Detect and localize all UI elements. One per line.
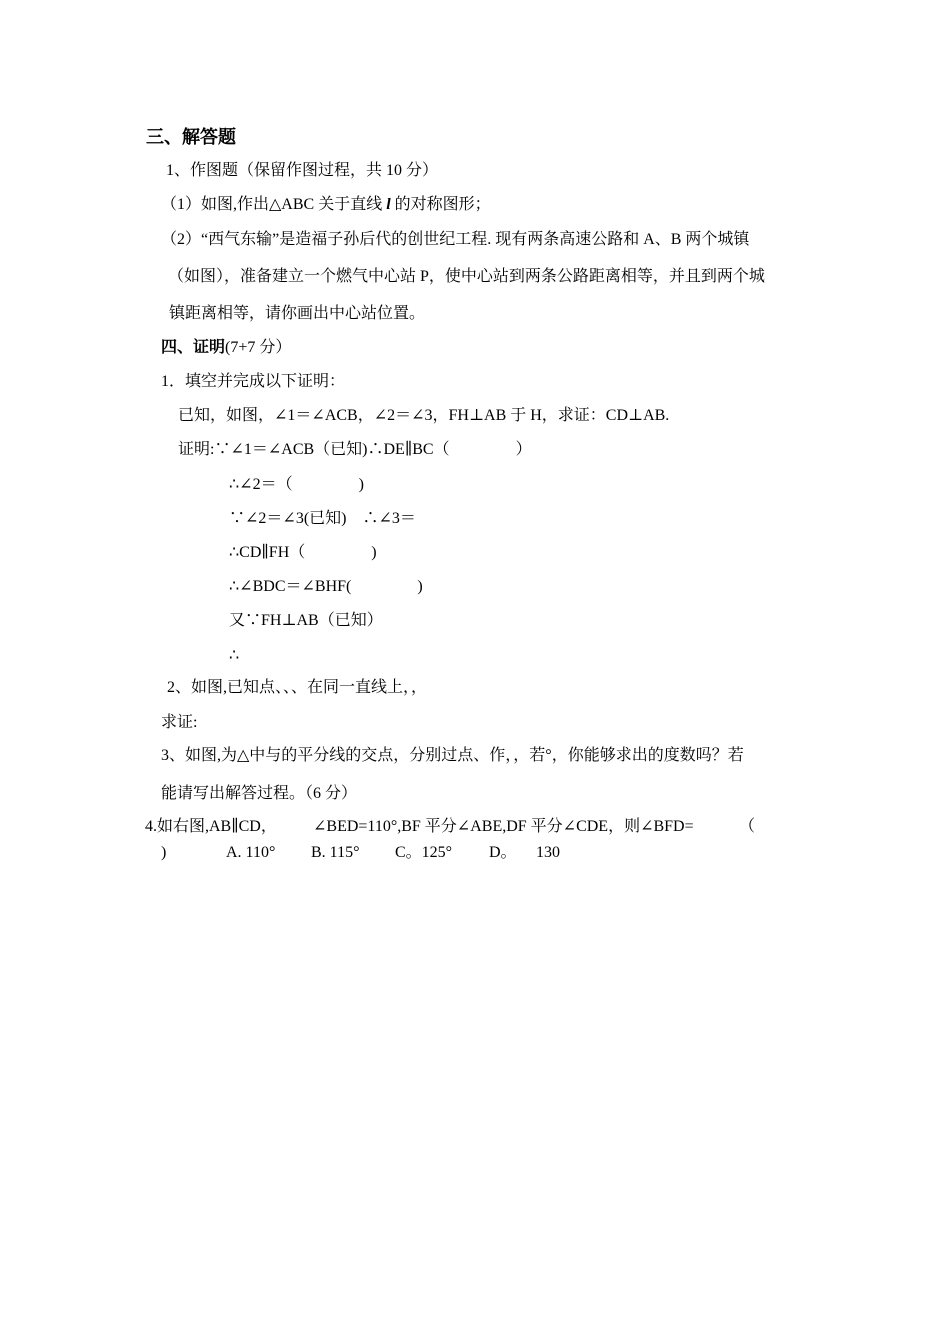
question-4-open-paren: （ [739, 818, 756, 835]
section-4-title-bold: 四、证明 [161, 339, 226, 356]
question-1-part-2-line-1: （2）“西气东输”是造福子孙后代的创世纪工程. 现有两条高速公路和 A、B 两个城镇 [161, 231, 750, 248]
variable-l: l [386, 196, 391, 213]
option-a: A. 110° [226, 844, 276, 861]
question-1-title: 1、作图题（保留作图过程，共 10 分） [166, 162, 439, 179]
proof-question-1-title: 1．填空并完成以下证明： [161, 373, 346, 390]
proof-line-2 [229, 475, 364, 495]
option-d-value: 130 [536, 844, 560, 861]
section-4-points: (7+7 分） [225, 339, 292, 356]
proof-line-4 [229, 543, 377, 563]
option-c: C。125° [395, 844, 453, 861]
question-4-close-paren: ) [161, 844, 167, 861]
question-1-part-2-line-2: （如图），准备建立一个燃气中心站 P，使中心站到两条公路距离相等，并且到两个城 [168, 268, 765, 285]
option-b: B. 115° [311, 844, 360, 861]
question-2-line-2: 求证: [161, 714, 198, 731]
proof-line-6: 又∵FH⊥AB（已知） [229, 612, 383, 629]
question-4-stem-a: 4.如右图,AB∥CD， [145, 818, 277, 835]
section-4-title [161, 338, 291, 358]
proof-line-1 [178, 440, 532, 460]
proof-line-5-text: ∴∠BDC＝∠BHF( [229, 578, 352, 595]
proof-line-1-text: 证明:∵∠1＝∠ACB（已知)∴DE∥BC（ [178, 441, 450, 458]
proof-line-5 [229, 577, 423, 597]
section-3-title: 三、解答题 [146, 127, 236, 147]
proof-given: 已知，如图，∠1＝∠ACB，∠2＝∠3，FH⊥AB 于 H，求证：CD⊥AB. [178, 407, 670, 424]
question-3-line-2: 能请写出解答过程。（6 分） [161, 785, 358, 802]
proof-line-5-close: ) [417, 578, 423, 595]
proof-line-2-close: ) [358, 476, 364, 493]
proof-line-4-close: ) [371, 544, 377, 561]
proof-line-1-close: ） [515, 441, 532, 458]
proof-line-7: ∴ [229, 647, 240, 664]
question-3-line-1: 3、如图,为△中与的平分线的交点，分别过点、作，，若°，你能够求出的度数吗？若 [161, 747, 744, 764]
part-1-text-pre: （1）如图,作出△ABC 关于直线 [161, 196, 387, 213]
question-4-stem-b: ∠BED=110°,BF 平分∠ABE,DF 平分∠CDE，则∠BFD= [313, 818, 694, 835]
part-1-text-post: 的对称图形； [390, 196, 491, 213]
option-d: D。 [489, 844, 517, 861]
proof-line-4-text: ∴CD∥FH（ [229, 544, 306, 561]
question-2-line-1: 2、如图,已知点、、、在同一直线上，， [167, 679, 428, 696]
question-1-part-1 [161, 195, 491, 215]
proof-line-3: ∵∠2＝∠3(已知) ∴∠3＝ [229, 510, 416, 527]
question-1-part-2-line-3: 镇距离相等，请你画出中心站位置。 [169, 305, 426, 322]
proof-line-2-text: ∴∠2＝（ [229, 476, 293, 493]
